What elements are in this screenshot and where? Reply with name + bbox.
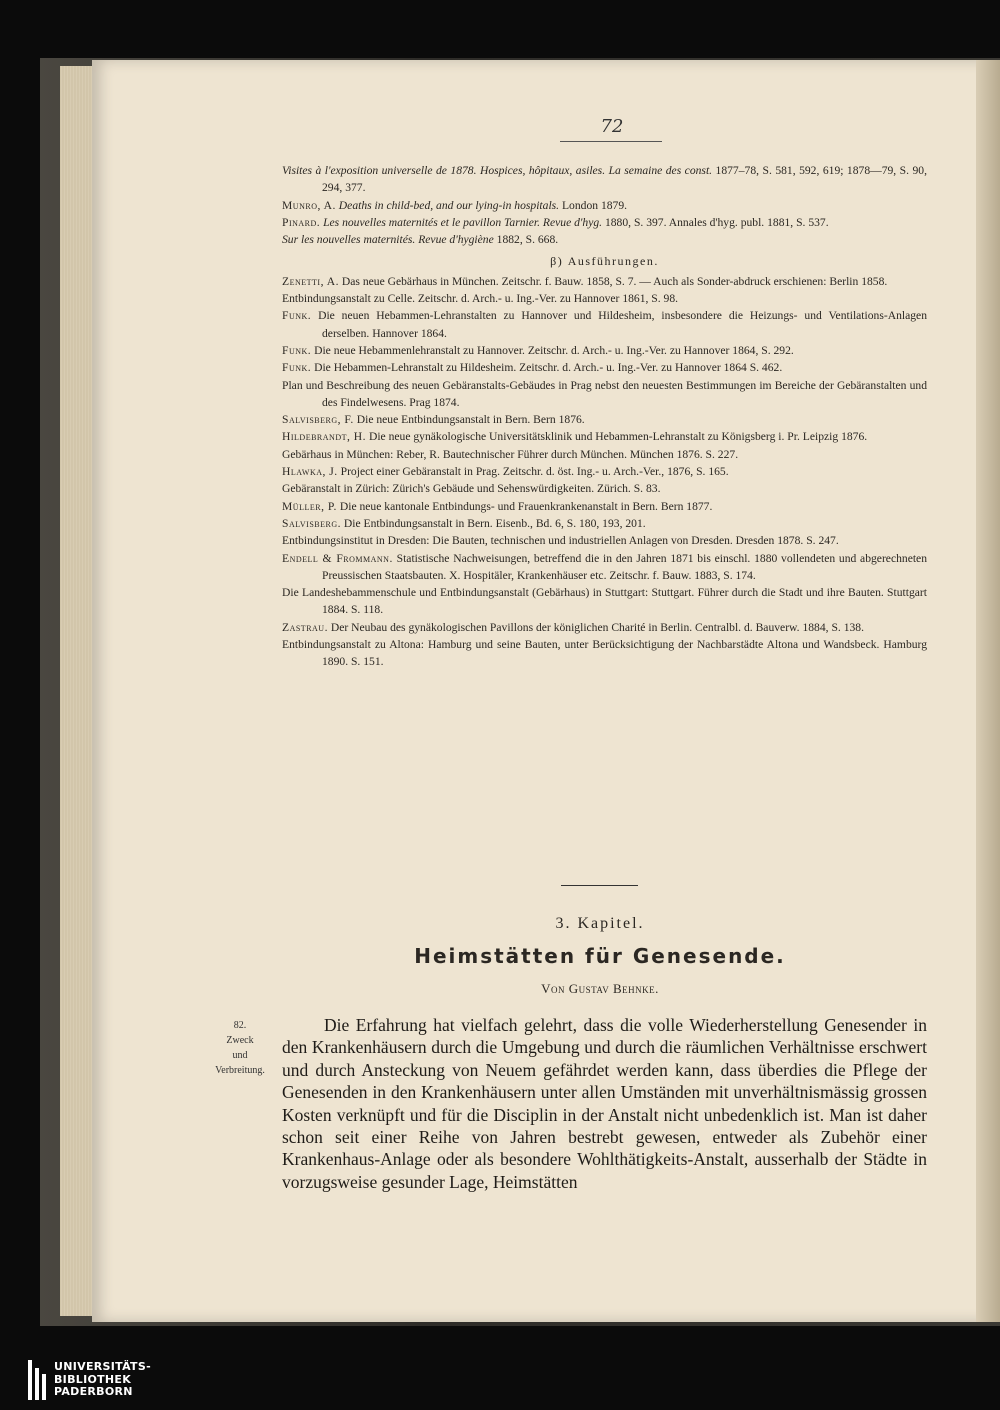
entry-details: Plan und Beschreibung des neuen Gebäranstalts-Gebäudes in Prag nebst den neuesten Bestimmungen im Bereiche der Gebäranstalten und des Findelwesens. Prag 1874. xyxy=(282,378,927,409)
bibliography-entry xyxy=(282,290,927,307)
margin-note-number: 82. xyxy=(233,1020,247,1031)
entry-details: Der Neubau des gynäkologischen Pavillons der königlichen Charité in Berlin. Centralbl. d. Bauverw. 1884, S. 138. xyxy=(327,620,864,634)
entry-author: Hlawka, J. xyxy=(282,465,338,479)
entry-details: 1882, S. 668. xyxy=(493,233,559,247)
entry-details: Die neue Hebammenlehranstalt zu Hannover. Zeitschr. d. Arch.- u. Ing.-Ver. zu Hannover 1864, S. 292. xyxy=(311,343,794,357)
entry-author: Hildebrandt, H. xyxy=(282,430,367,444)
bibliography-entry xyxy=(282,480,927,497)
entry-details: Die neue kantonale Entbindungs- und Frauenkrankenanstalt in Bern. Bern 1877. xyxy=(336,499,713,513)
chapter-title: Heimstätten für Genesende. xyxy=(414,944,786,968)
entry-author: Müller, P. xyxy=(282,499,337,513)
entry-title: Deaths in child-bed, and our lying-in hospitals. xyxy=(335,198,560,212)
chapter-number: 3. Kapitel. xyxy=(555,915,645,932)
bibliography-entry xyxy=(282,231,927,248)
bibliography xyxy=(282,162,927,671)
entry-author: Funk. xyxy=(282,343,312,357)
entry-details: Die neuen Hebammen-Lehranstalten zu Hannover und Hildesheim, insbesondere die Heizungs- und Ventilations-Anlagen derselben. Hannover 1864. xyxy=(311,309,927,340)
entry-author: Zastrau. xyxy=(282,620,328,634)
body-paragraph: Die Erfahrung hat vielfach gelehrt, dass die volle Wiederherstellung Genesender in den Krankenhäusern durch die Umgebung und durch die räumlichen Verhältnisse erschwert und durch Ansteckung von Neuem gefährdet werden kann, dass überdies die Pflege der Genesenden in den Krankenhäusern unter allen Umständen mit unverhältnismässig grossen Kosten verknüpft und für die Disciplin in der Anstalt nicht unbedenklich ist. Man ist daher schon seit einer Reihe von Jahren bestrebt gewesen, entweder als Zubehör einer Krankenhaus-Anlage oder als besondere Wohlthätigkeits-Anstalt, ausserhalb der Städte in vorzugsweise gesunder Lage, Heimstätten xyxy=(282,1015,927,1192)
entry-details: Project einer Gebäranstalt in Prag. Zeitschr. d. öst. Ing.- u. Arch.-Ver., 1876, S. 165. xyxy=(337,465,729,479)
bibliography-entry xyxy=(282,162,927,197)
bibliography-entry xyxy=(282,377,927,412)
entry-details: Die Entbindungsanstalt in Bern. Eisenb., Bd. 6, S. 180, 193, 201. xyxy=(341,516,646,530)
entry-details: Entbindungsinstitut in Dresden: Die Bauten, technischen und industriellen Anlagen von Dresden. Dresden 1878. S. 247. xyxy=(282,534,839,548)
bibliography-entry xyxy=(282,498,927,515)
page-right-edge xyxy=(976,60,1000,1322)
library-logo-line: BIBLIOTHEK xyxy=(54,1372,132,1386)
bibliography-literature xyxy=(282,162,927,248)
bibliography-entry xyxy=(282,273,927,290)
bibliography-subheading: β) Ausführungen. xyxy=(550,254,659,269)
page-number-rule xyxy=(560,141,662,142)
page-number: 72 xyxy=(600,116,624,137)
library-logo-text xyxy=(54,1361,151,1399)
bibliography-entry xyxy=(282,619,927,636)
library-logo xyxy=(28,1360,151,1400)
entry-title: Visites à l'exposition universelle de 1878. Hospices, hôpitaux, asiles. La semaine des const. xyxy=(282,164,713,177)
bibliography-entry xyxy=(282,214,927,231)
margin-note-line: und xyxy=(232,1050,248,1061)
bibliography-entry xyxy=(282,307,927,342)
library-logo-icon xyxy=(28,1360,46,1400)
bibliography-entry xyxy=(282,463,927,480)
bibliography-entry xyxy=(282,446,927,463)
entry-author: Endell & Frommann. xyxy=(282,551,393,565)
entry-details: Die neue Entbindungsanstalt in Bern. Bern 1876. xyxy=(353,413,585,427)
entry-author: Salvisberg. xyxy=(282,516,342,530)
margin-note-line: Verbreitung. xyxy=(215,1065,265,1076)
bibliography-entry xyxy=(282,342,927,359)
entry-author: Funk. xyxy=(282,309,312,323)
entry-details: Statistische Nachweisungen, betreffend die in den Jahren 1871 bis einschl. 1880 vollendeten und abgerechneten Preussischen Staatsbauten. X. Hospitäler, Krankenhäuser etc. Zeitschr. f. Bauw. 1883, S. 174. xyxy=(322,551,927,582)
entry-author: Zenetti, A. xyxy=(282,274,339,288)
bibliography-entry xyxy=(282,532,927,549)
entry-details: Entbindungsanstalt zu Altona: Hamburg und seine Bauten, unter Berücksichtigung der Nachbarstädte Altona und Wandsbeck. Hamburg 1890. S. 151. xyxy=(282,638,927,669)
section-divider xyxy=(561,885,638,886)
chapter-author-text: Von Gustav Behnke. xyxy=(541,981,659,996)
entry-details: Das neue Gebärhaus in München. Zeitschr. f. Bauw. 1858, S. 7. — Auch als Sonder-abdruck erschienen: Berlin 1858. xyxy=(339,274,888,288)
bibliography-entry xyxy=(282,636,927,671)
bibliography-entry xyxy=(282,515,927,532)
library-logo-line: UNIVERSITÄTS- xyxy=(54,1360,151,1374)
entry-details: 1877–78, S. 581, 592, 619; 1878—79, S. 90, 294, 377. xyxy=(322,164,927,195)
bibliography-entry xyxy=(282,584,927,619)
chapter-author xyxy=(450,981,750,997)
entry-details: 1880, S. 397. Annales d'hyg. publ. 1881, S. 537. xyxy=(602,215,829,229)
margin-note-line: Zweck xyxy=(226,1035,254,1046)
entry-details: Die Hebammen-Lehranstalt zu Hildesheim. Zeitschr. d. Arch.- u. Ing.-Ver. zu Hannover 1864 S. 462. xyxy=(311,361,783,375)
entry-details: London 1879. xyxy=(559,198,628,212)
entry-details: Gebäranstalt in Zürich: Zürich's Gebäude und Sehenswürdigkeiten. Zürich. S. 83. xyxy=(282,482,661,496)
bibliography-entry xyxy=(282,359,927,376)
entry-details: Die neue gynäkologische Universitätsklinik und Hebammen-Lehranstalt zu Königsberg i. Pr. Leipzig 1876. xyxy=(366,430,868,444)
bibliography-entry xyxy=(282,197,927,214)
entry-title: Les nouvelles maternités et le pavillon Tarnier. Revue d'hyg. xyxy=(320,215,603,229)
entry-details: Gebärhaus in München: Reber, R. Bautechnischer Führer durch München. München 1876. S. 227. xyxy=(282,447,739,461)
margin-note xyxy=(200,1018,280,1078)
entry-author: Funk. xyxy=(282,361,312,375)
bibliography-entry xyxy=(282,550,927,585)
entry-details: Die Landeshebammenschule und Entbindungsanstalt (Gebärhaus) in Stuttgart: Stuttgart. Führer durch die Stadt und ihre Bauten. Stuttgart 1884. S. 118. xyxy=(282,586,927,617)
bibliography-entry xyxy=(282,428,927,445)
entry-title: Sur les nouvelles maternités. Revue d'hygiène xyxy=(282,233,494,247)
entry-author: Salvisberg, F. xyxy=(282,413,354,427)
bibliography-executions xyxy=(282,273,927,671)
entry-author: Pinard. xyxy=(282,215,321,229)
entry-details: Entbindungsanstalt zu Celle. Zeitschr. d. Arch.- u. Ing.-Ver. zu Hannover 1861, S. 98. xyxy=(282,292,679,306)
bibliography-entry xyxy=(282,411,927,428)
library-logo-line: PADERBORN xyxy=(54,1385,133,1399)
body-text xyxy=(282,1014,927,1193)
entry-author: Munro, A. xyxy=(282,198,336,212)
